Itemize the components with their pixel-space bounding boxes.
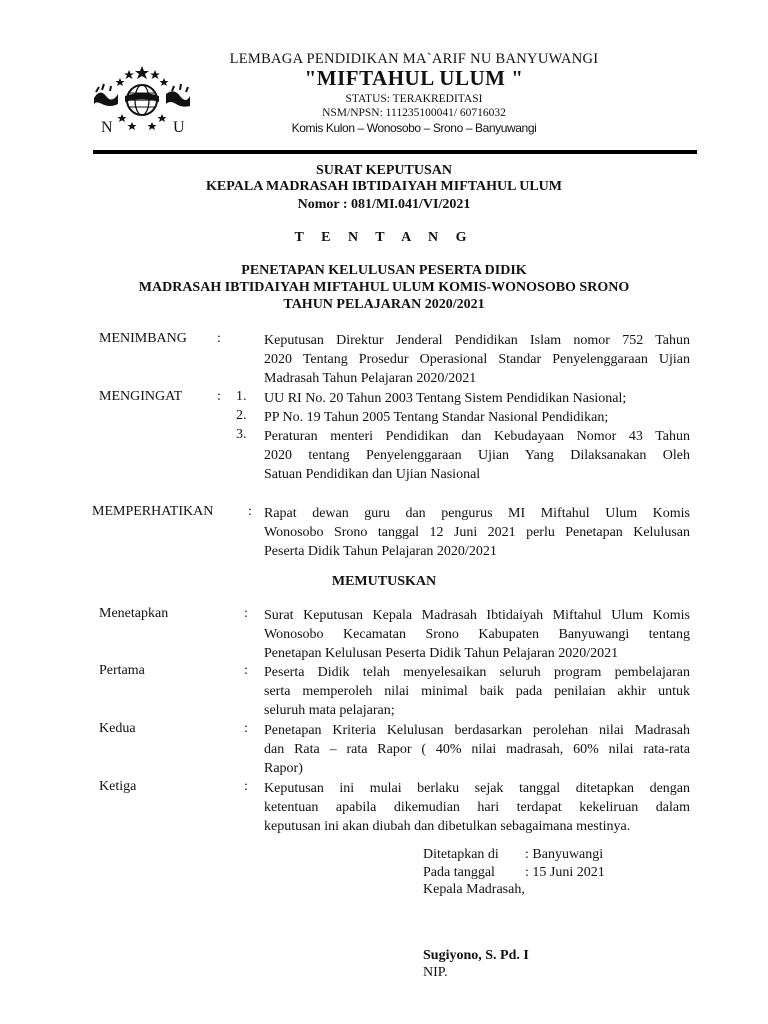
signature-place-value: : Banyuwangi [525,847,604,862]
memperhatikan-line: Peserta Didik Tahun Pelajaran 2020/2021 [264,544,497,559]
mengingat-item-number: 3. [236,427,247,442]
decision-text [264,779,690,836]
mengingat-line: 2020 tentang Penyelenggaraan Ujian Yang Dilaksanakan Oleh [264,448,690,463]
mengingat-line: Peraturan menteri Pendidikan dan Kebudayaan Nomor 43 Tahun [264,429,690,444]
decision-line: Surat Keputusan Kepala Madrasah Ibtidaiyah Miftahul Ulum Komis [264,608,690,623]
decision-line: serta memperoleh nilai minimal baik pada penilaian akhir untuk [264,684,690,699]
menimbang-label: MENIMBANG [99,331,187,346]
memperhatikan-text [264,504,690,561]
mengingat-colon: : [217,389,221,404]
decision-line: Wonosobo Kecamatan Srono Kabupaten Banyuwangi tentang [264,627,690,642]
decision-colon: : [244,721,248,736]
decision-text [264,721,690,778]
subject-line-3: TAHUN PELAJARAN 2020/2021 [283,297,485,312]
decision-label: Ketiga [99,779,137,794]
mengingat-item [264,427,690,484]
decision-line: seluruh mata pelajaran; [264,703,395,718]
decision-colon: : [244,606,248,621]
menimbang-line: Keputusan Direktur Jenderal Pendidikan Islam nomor 752 Tahun [264,333,690,348]
signature-date-label: Pada tanggal [423,865,495,880]
menimbang-line: 2020 Tentang Prosedur Operasional Standar Penyelenggaraan Ujian [264,352,690,367]
signature-date-value: : 15 Juni 2021 [525,865,605,880]
mengingat-line: UU RI No. 20 Tahun 2003 Tentang Sistem Pendidikan Nasional; [264,391,627,406]
svg-text:U: U [173,119,185,136]
signature-place-label: Ditetapkan di [423,847,499,862]
signatory-name: Sugiyono, S. Pd. I [423,948,529,963]
decision-label: Kedua [99,721,136,736]
document-title: SURAT KEPUTUSAN [315,163,452,178]
decision-label: Menetapkan [99,606,169,621]
organization-name: LEMBAGA PENDIDIKAN MA`ARIF NU BANYUWANGI [229,51,599,67]
decision-line: Peserta Didik telah menyelesaikan seluruh program pembelajaran [264,665,690,680]
document-number: Nomor : 081/MI.041/VI/2021 [297,197,471,212]
decision-line: Rapor) [264,761,303,776]
subject-line-1: PENETAPAN KELULUSAN PESERTA DIDIK [241,263,527,278]
decision-line: Keputusan ini mulai berlaku sejak tanggal ditetapkan dengan [264,781,690,796]
nsm-npsn: NSM/NPSN: 111235100041/ 60716032 [322,107,506,119]
signatory-nip: NIP. [423,965,448,980]
decision-line: dan Rata – rata Rapor ( 40% nilai madrasah, 60% nilai rata-rata [264,742,690,757]
decision-line: ketentuan apabila dikemudian hari terdapat kekeliruan dalam [264,800,690,815]
school-address: Komis Kulon – Wonosobo – Srono – Banyuwangi [291,121,537,135]
mengingat-item [264,389,690,408]
decision-label: Pertama [99,663,145,678]
menimbang-line: Madrasah Tahun Pelajaran 2020/2021 [264,371,477,386]
decision-colon: : [244,779,248,794]
decision-line: Penetapan Kriteria Kelulusan berdasarkan perolehan nilai Madrasah [264,723,690,738]
memperhatikan-colon: : [248,504,252,519]
mengingat-item-number: 2. [236,408,247,423]
issuer-title: KEPALA MADRASAH IBTIDAIYAH MIFTAHUL ULUM [206,179,562,194]
subject-line-2: MADRASAH IBTIDAIYAH MIFTAHUL ULUM KOMIS-WONOSOBO SRONO [138,280,630,295]
signature-position: Kepala Madrasah, [423,882,525,897]
mengingat-line: PP No. 19 Tahun 2005 Tentang Standar Nasional Pendidikan; [264,410,609,425]
memutuskan-heading: MEMUTUSKAN [331,574,437,589]
accreditation-status: STATUS: TERAKREDITASI [345,93,483,105]
svg-text:N: N [101,119,113,136]
menimbang-colon: : [217,331,221,346]
mengingat-line: Satuan Pendidikan dan Ujian Nasional [264,467,481,482]
school-name: "MIFTAHUL ULUM " [304,66,524,90]
memperhatikan-line: Wonosobo Srono tanggal 12 Juni 2021 perlu Penetapan Kelulusan [264,525,690,540]
decision-text [264,663,690,720]
decision-line: keputusan ini akan diubah dan dibetulkan sebagaimana mestinya. [264,819,631,834]
mengingat-item [264,408,690,427]
memperhatikan-line: Rapat dewan guru dan pengurus MI Miftahul Ulum Komis [264,506,690,521]
mengingat-item-number: 1. [236,389,247,404]
menimbang-text [264,331,690,388]
decision-line: Penetapan Kelulusan Peserta Didik Tahun Pelajaran 2020/2021 [264,646,619,661]
decision-colon: : [244,663,248,678]
memperhatikan-label: MEMPERHATIKAN [92,504,214,519]
decision-text [264,606,690,663]
mengingat-label: MENGINGAT [99,389,183,404]
letterhead-divider [93,150,697,154]
tentang-heading: T E N T A N G [294,230,474,245]
